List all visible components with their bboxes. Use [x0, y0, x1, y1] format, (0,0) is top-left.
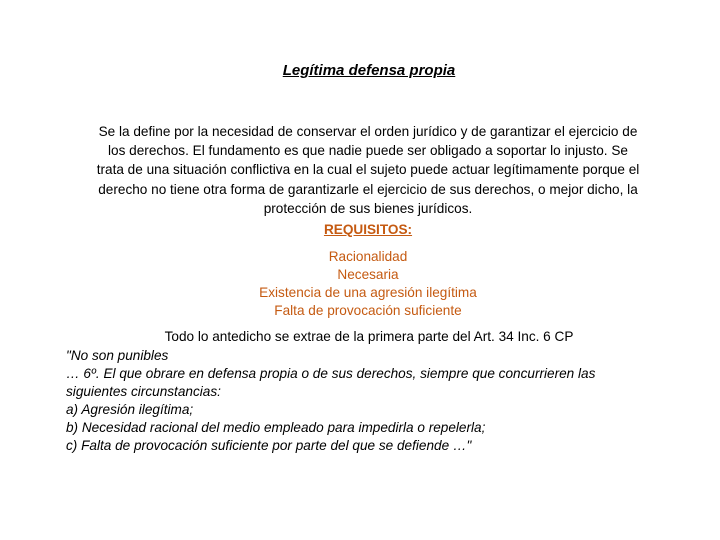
- source-reference: Todo lo antedicho se extrae de la primera parte del Art. 34 Inc. 6 CP: [164, 329, 574, 344]
- law-quote: [66, 347, 666, 455]
- quote-line: b) Necesidad racional del medio empleado para impedirla o repelerla;: [66, 420, 486, 435]
- page-title: Legítima defensa propia: [282, 62, 456, 79]
- quote-line: "No son punibles: [66, 348, 169, 363]
- quote-line: … 6º. El que obrare en defensa propia o de sus derechos, siempre que concurrieren las: [66, 366, 596, 381]
- definition-line: trata de una situación conflictiva en la cual el sujeto puede actuar legítimamente porque el: [96, 162, 640, 178]
- quote-line: a) Agresión ilegítima;: [66, 402, 194, 417]
- requisitos-list: [0, 248, 720, 320]
- definition-paragraph: [52, 122, 684, 218]
- requisito-item: Necesaria: [337, 267, 399, 282]
- definition-line: los derechos. El fundamento es que nadie puede ser obligado a soportar lo injusto. Se: [108, 143, 628, 159]
- requisitos-heading: REQUISITOS:: [323, 222, 413, 237]
- definition-line: derecho no tiene otra forma de garantizarle el ejercicio de sus derechos, o mejor dicho, la: [98, 181, 638, 197]
- definition-line: Se la define por la necesidad de conservar el orden jurídico y de garantizar el ejercicio de: [98, 124, 638, 139]
- requisito-item: Falta de provocación suficiente: [274, 303, 462, 318]
- definition-line: protección de sus bienes jurídicos.: [263, 200, 473, 216]
- requisito-item: Existencia de una agresión ilegítima: [259, 285, 477, 300]
- quote-line: siguientes circunstancias:: [66, 384, 221, 399]
- quote-line: c) Falta de provocación suficiente por parte del que se defiende …": [66, 438, 472, 453]
- requisito-item: Racionalidad: [328, 249, 408, 264]
